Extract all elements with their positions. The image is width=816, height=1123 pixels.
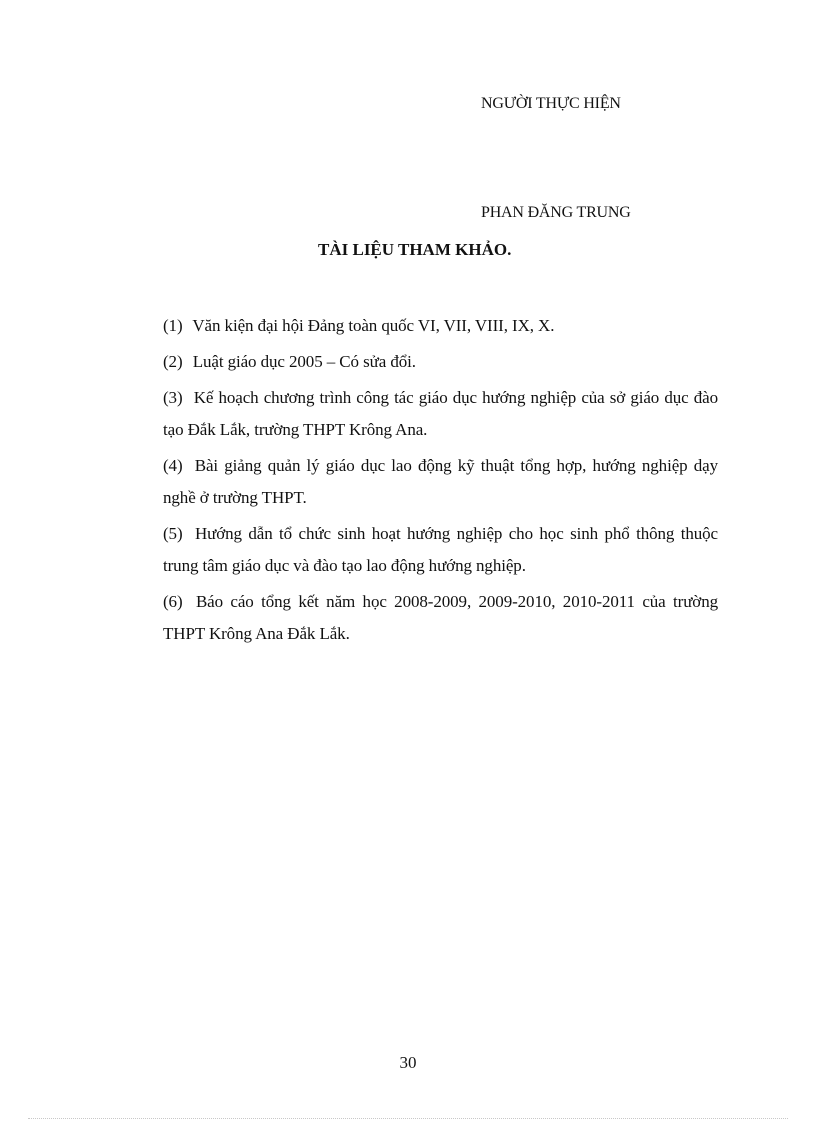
page-number: 30 — [399, 1053, 417, 1072]
reference-text: Hướng dẫn tổ chức sinh hoạt hướng nghiệp cho học sinh phổ thông thuộc trung tâm giáo dục và đào tạo lao động hướng nghiệp. — [163, 524, 719, 575]
reference-item — [163, 450, 718, 514]
reference-number: (4) — [163, 456, 183, 475]
signer-name: PHAN ĐĂNG TRUNG — [481, 204, 631, 221]
reference-item — [163, 382, 718, 446]
reference-list — [163, 310, 718, 654]
reference-text: Bài giảng quản lý giáo dục lao động kỹ thuật tổng hợp, hướng nghiệp dạy nghề ở trường THPT. — [163, 456, 718, 507]
reference-text: Văn kiện đại hội Đảng toàn quốc VI, VII, VIII, IX, X. — [192, 316, 555, 335]
reference-number: (1) — [163, 316, 183, 335]
reference-item — [163, 518, 718, 582]
reference-number: (3) — [163, 388, 183, 407]
references-title: TÀI LIỆU THAM KHẢO. — [318, 240, 512, 259]
reference-item — [163, 346, 718, 378]
signer-role: NGƯỜI THỰC HIỆN — [481, 95, 621, 112]
reference-text: Kế hoạch chương trình công tác giáo dục hướng nghiệp của sở giáo dục đào tạo Đắk Lắk, trường THPT Krông Ana. — [163, 388, 718, 439]
reference-text: Báo cáo tổng kết năm học 2008-2009, 2009-2010, 2010-2011 của trường THPT Krông Ana Đắk Lắk. — [163, 592, 718, 643]
reference-number: (2) — [163, 352, 183, 371]
reference-number: (6) — [163, 592, 183, 611]
reference-text: Luật giáo dục 2005 – Có sửa đổi. — [192, 352, 416, 371]
page-footer-divider — [28, 1118, 788, 1119]
reference-item — [163, 586, 718, 650]
reference-item — [163, 310, 718, 342]
reference-number: (5) — [163, 524, 183, 543]
